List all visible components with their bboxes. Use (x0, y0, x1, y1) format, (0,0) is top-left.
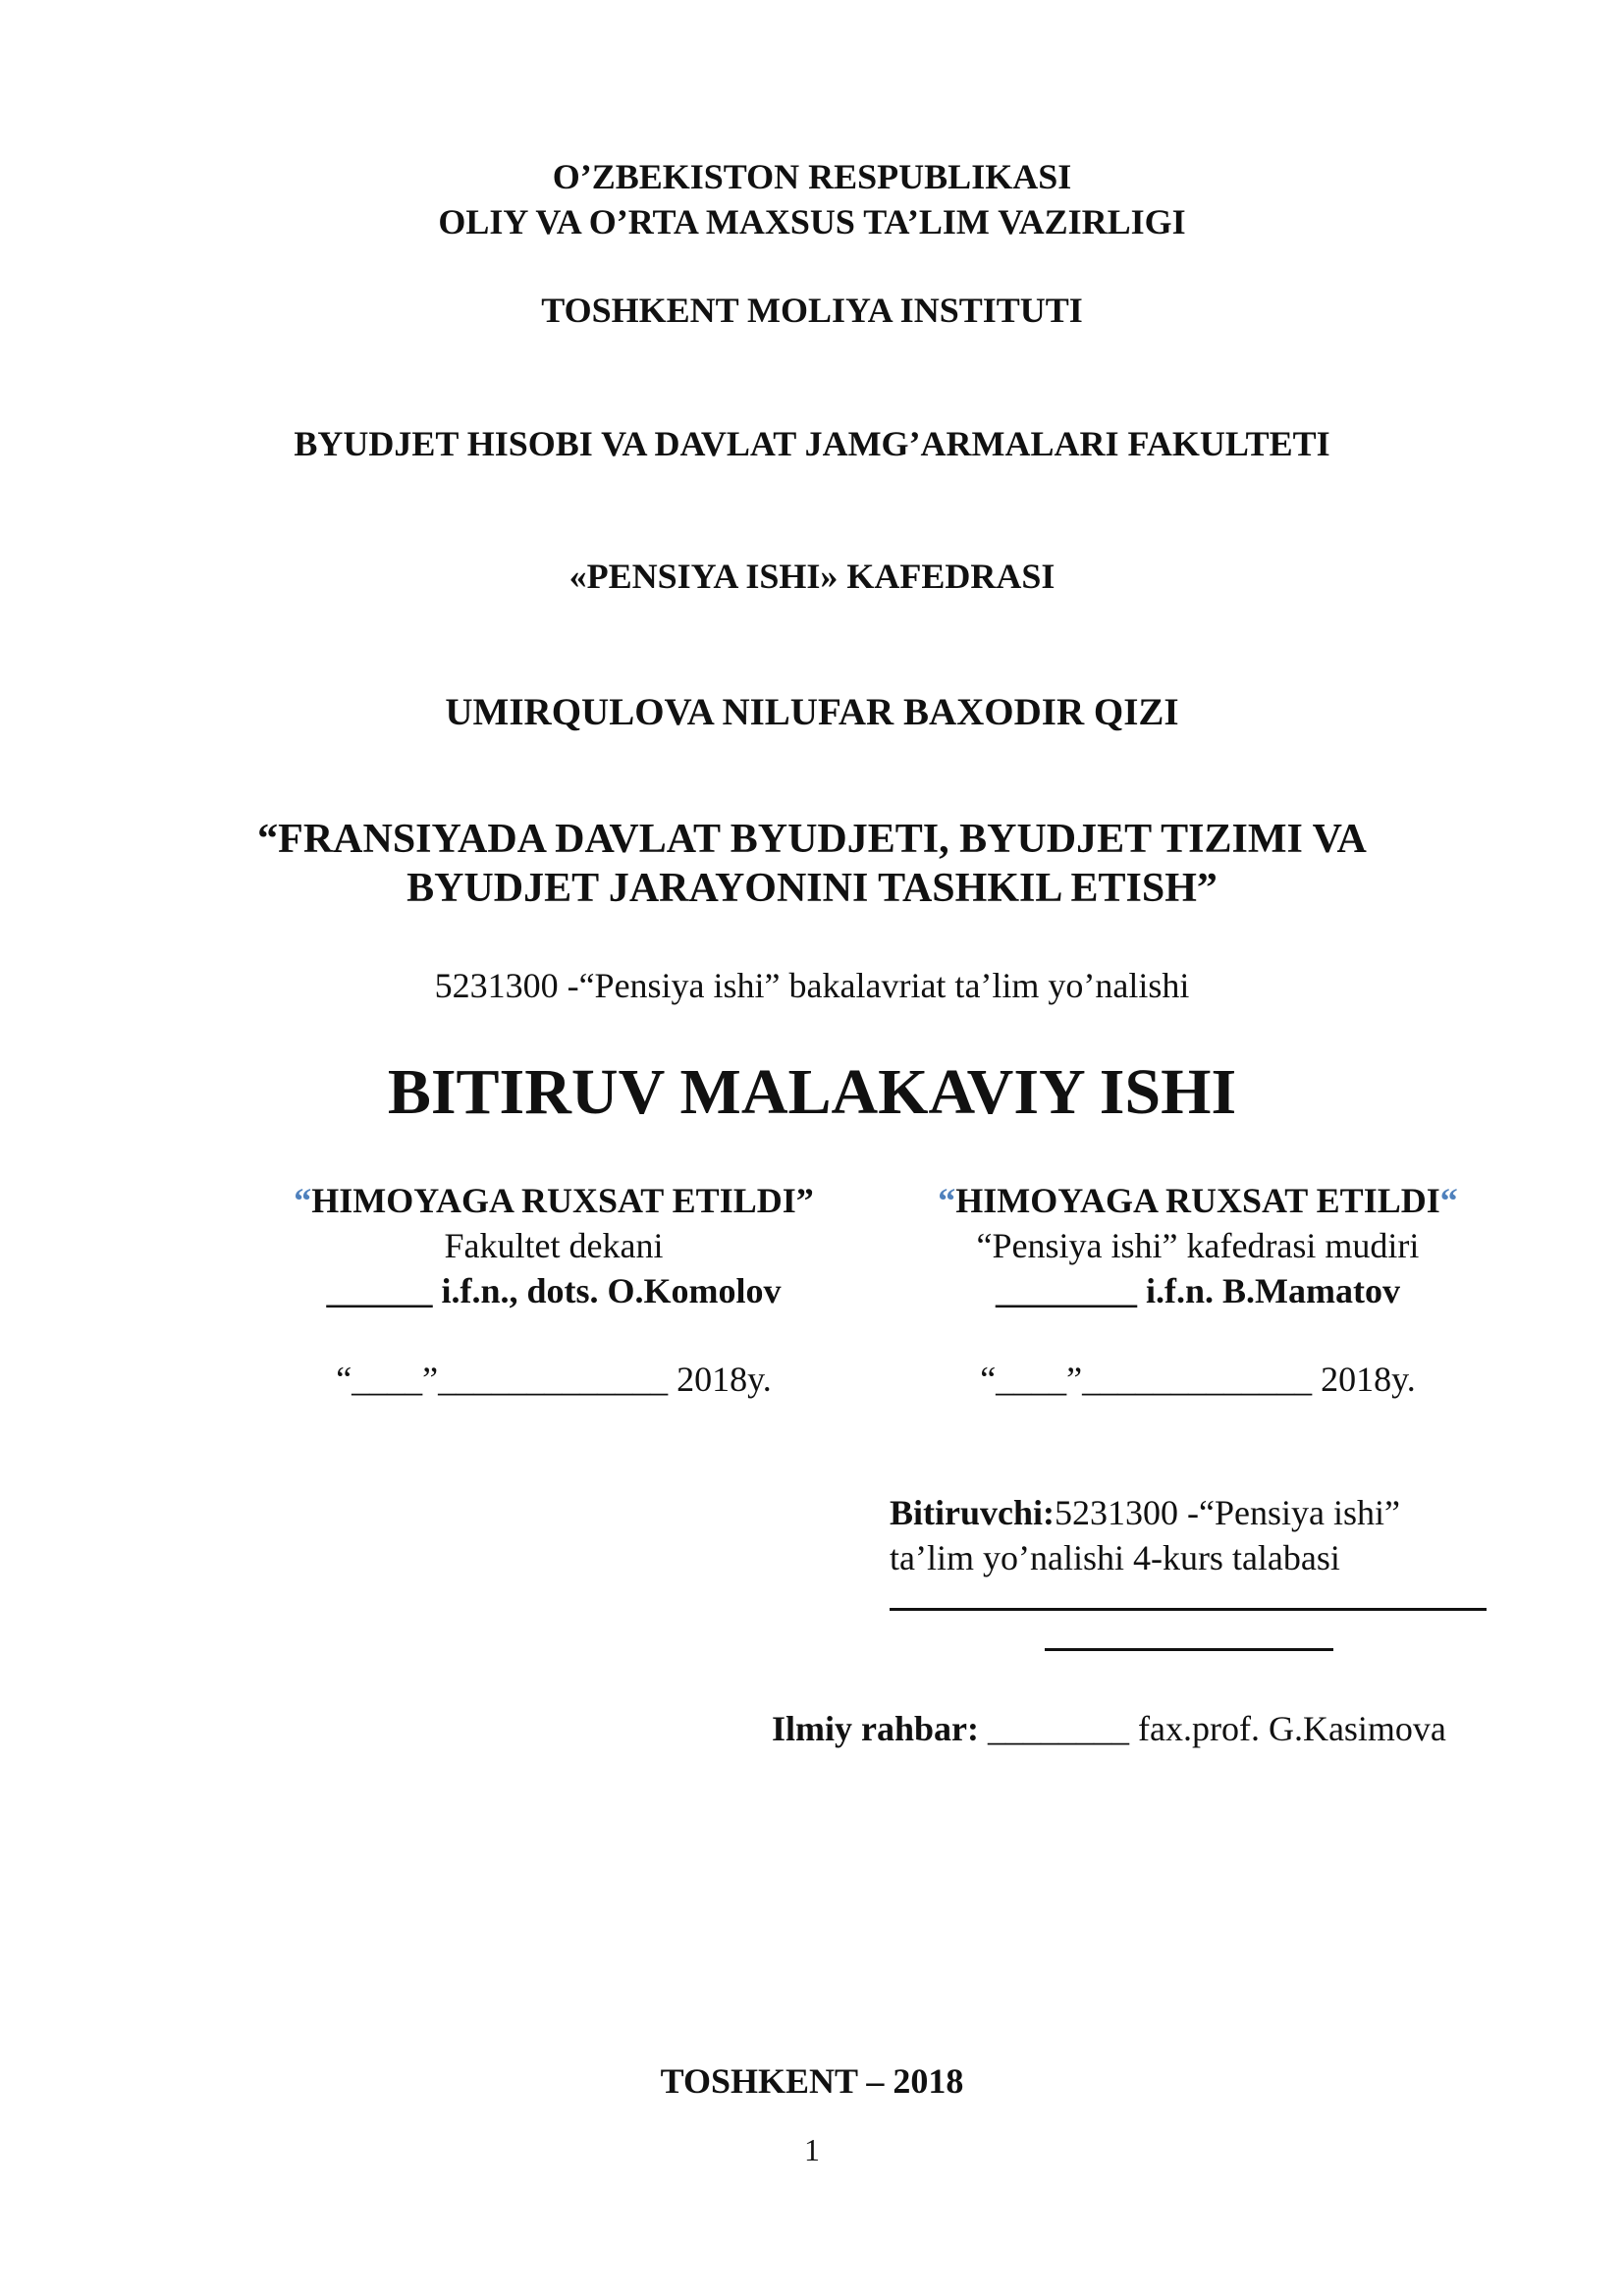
graduate-label-group (890, 1490, 1400, 1535)
graduate-line-1 (890, 1490, 1489, 1535)
footer-city-year: TOSHKENT – 2018 (660, 2061, 964, 2101)
signature-blank: ________ (996, 1271, 1137, 1310)
faculty-heading: BYUDJET HISOBI VA DAVLAT JAMG’ARMALARI FAKULTETI (294, 424, 1330, 463)
approval-right (884, 1178, 1512, 1402)
approval-right-title-text: HIMOYAGA RUXSAT ETILDI (955, 1181, 1440, 1220)
program-line: 5231300 -“Pensiya ishi” bakalavriat ta’lim yo’nalishi (434, 966, 1190, 1005)
ministry-heading: OLIY VA O’RTA MAXSUS TA’LIM VAZIRLIGI (438, 202, 1186, 241)
approval-left-title-text: HIMOYAGA RUXSAT ETILDI” (311, 1181, 814, 1220)
graduate-signature-line (890, 1608, 1487, 1611)
work-type-title: BITIRUV MALAKAVIY ISHI (387, 1056, 1237, 1128)
graduate-block (890, 1490, 1489, 1651)
approval-right-title (884, 1178, 1512, 1223)
topic-line-2: BYUDJET JARAYONINI TASHKIL ETISH” (406, 866, 1218, 911)
supervisor-line (772, 1706, 1498, 1751)
signer-name: i.f.n., dots. O.Komolov (432, 1271, 782, 1310)
signer-name: i.f.n. B.Mamatov (1137, 1271, 1400, 1310)
approval-left (240, 1178, 868, 1402)
approval-left-signature (240, 1268, 868, 1313)
supervisor-blank: ________ (988, 1709, 1129, 1748)
approval-left-title (240, 1178, 868, 1223)
graduate-text-1: 5231300 -“Pensiya ishi” (1055, 1493, 1400, 1532)
close-quote: “ (1439, 1181, 1458, 1220)
institute-heading: TOSHKENT MOLIYA INSTITUTI (541, 291, 1083, 330)
republic-heading: O’ZBEKISTON RESPUBLIKASI (552, 157, 1072, 196)
open-quote: “ (938, 1181, 956, 1220)
signature-blank: ______ (326, 1271, 433, 1310)
approval-left-date: “____”_____________ 2018y. (336, 1360, 772, 1399)
page-number: 1 (804, 2132, 820, 2167)
approval-right-signature (884, 1268, 1512, 1313)
department-heading: «PENSIYA ISHI» KAFEDRASI (568, 557, 1056, 596)
graduate-signature-line-short (1045, 1648, 1333, 1651)
open-quote: “ (294, 1181, 312, 1220)
supervisor-label: Ilmiy rahbar: (772, 1709, 979, 1748)
approval-right-date: “____”_____________ 2018y. (980, 1360, 1416, 1399)
approval-left-role: Fakultet dekani (444, 1226, 664, 1265)
approval-right-role: “Pensiya ishi” kafedrasi mudiri (976, 1226, 1420, 1265)
graduate-label: Bitiruvchi: (890, 1493, 1055, 1532)
topic-line-1: “FRANSIYADA DAVLAT BYUDJETI, BYUDJET TIZIMI VA (257, 817, 1367, 862)
graduate-text-2: ta’lim yo’nalishi 4-kurs talabasi (890, 1538, 1340, 1577)
author-name: UMIRQULOVA NILUFAR BAXODIR QIZI (445, 691, 1179, 733)
supervisor-name: fax.prof. G.Kasimova (1129, 1709, 1446, 1748)
